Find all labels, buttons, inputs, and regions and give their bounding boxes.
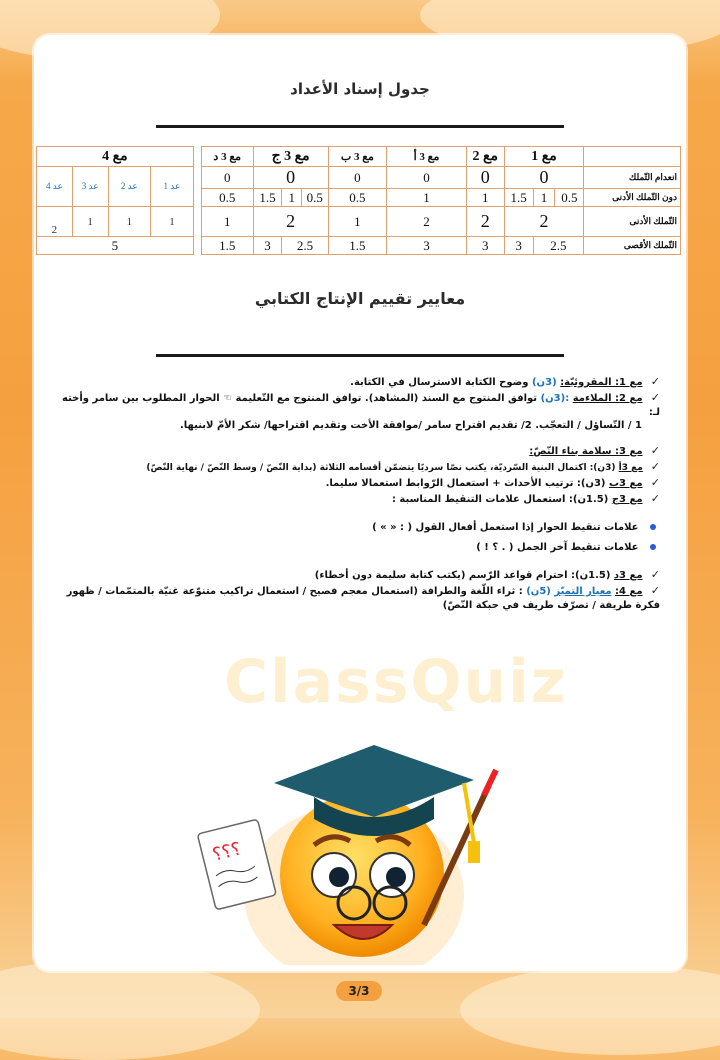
criterion-text: (3ن): ترتيب الأحداث + استعمال الرّوابط استعمالا سليما.: [325, 478, 606, 489]
criterion-2: [50, 391, 660, 420]
criterion-text: وضوح الكتابة الاسترسال في الكتابة.: [350, 377, 529, 388]
cell: 3: [387, 237, 466, 255]
check-icon: ✓: [650, 492, 660, 505]
criterion-label: مع 3ج: [611, 494, 643, 505]
mea4-value: 2: [37, 207, 73, 237]
cell: 0.5: [201, 189, 253, 207]
criterion-label: مع 3د: [613, 570, 643, 581]
mea4-value: 1: [72, 207, 108, 237]
cell: 0.5: [555, 189, 584, 207]
criterion-text: : ثراء اللّغة والطرافة (استعمال معجم فصيح / استعمال تراكيب متنوّعة غنيّة بالمتمّمات / ظهور فكرة طريفة / تصرّف طريف في حبكة النّصّ): [66, 586, 660, 611]
score-table: [36, 146, 681, 255]
cell: 0.5: [328, 189, 387, 207]
cell: 0: [253, 167, 328, 189]
cell: 3: [504, 237, 533, 255]
criterion-3b: [50, 476, 660, 491]
cell: 1.5: [504, 189, 533, 207]
gap: [193, 237, 201, 255]
row-label: انعدام التّملك: [584, 167, 681, 189]
cell: 2: [504, 207, 583, 237]
criterion-2-sub: 1 / التّساؤل / التعجّب. 2/ تقديم اقتراح سامر /موافقة الأخت وتقديم اقتراحها/ شكر الأمّ لابنيها.: [179, 420, 642, 431]
group-mea3c: مع 3 ج: [253, 147, 328, 167]
criterion-standard: معيار التميّز: [554, 586, 612, 597]
group-mea4: مع 4: [37, 147, 194, 167]
gap: [193, 189, 201, 207]
cell: 0: [328, 167, 387, 189]
row-label: التّملك الأقصى: [584, 237, 681, 255]
cell: 2: [387, 207, 466, 237]
check-icon: ✓: [650, 375, 660, 388]
page-card: [34, 35, 686, 971]
graduate-emoji-mascot-icon: [184, 725, 514, 965]
row-header-blank: [584, 147, 681, 167]
cell: 0: [201, 167, 253, 189]
criterion-label: مع 4:: [615, 586, 643, 597]
check-icon: ✓: [650, 444, 660, 457]
group-mea2: مع 2: [466, 147, 504, 167]
criterion-text: توافق المنتوج مع السند (المشاهد). توافق المنتوج مع التّعليمة ☜ الحوار المطلوب بين سامر وأخته لـ:: [62, 393, 660, 418]
cell: 1.5: [253, 189, 282, 207]
bullet-text: علامات تنقيط الحوار إذا استعمل أفعال القول ( : « » ): [372, 522, 639, 533]
gap: [193, 147, 201, 167]
bg-cloud: [0, 960, 260, 1060]
bg-cloud: [460, 965, 720, 1055]
watermark-logo: ClassQuiz: [224, 647, 568, 717]
sub-mea4-2: عد 2: [108, 167, 151, 207]
group-mea1: مع 1: [504, 147, 583, 167]
note-card-text: ؟؟؟: [210, 838, 244, 866]
criterion-points: (5ن): [526, 586, 551, 597]
bullet-2: [46, 541, 656, 555]
cell: 0: [387, 167, 466, 189]
criterion-text: (1.5ن): استعمال علامات التنقيط المناسبة :: [391, 494, 609, 505]
criterion-text: (1.5ن): احترام قواعد الرّسم (يكتب كتابة سليمة دون أخطاء): [314, 570, 611, 581]
cell: 1: [201, 207, 253, 237]
sub-mea4-1: عد 1: [151, 167, 194, 207]
check-icon: ✓: [650, 476, 660, 489]
cell: 1: [328, 207, 387, 237]
bullet-icon: [650, 544, 656, 550]
sub-mea4-3: عد 3: [72, 167, 108, 207]
check-icon: ✓: [650, 568, 660, 581]
criterion-points: :(3ن): [540, 393, 570, 404]
cell: 0: [504, 167, 583, 189]
title-underline: [156, 125, 564, 128]
cell: 1: [533, 189, 555, 207]
criterion-1: [50, 375, 660, 390]
group-mea3b: مع 3 ب: [328, 147, 387, 167]
cell: 2: [466, 207, 504, 237]
criterion-3: [50, 444, 660, 459]
table-title: جدول إسناد الأعداد: [290, 80, 430, 98]
sub-mea4-4: عد 4: [37, 167, 73, 207]
cell: 1: [282, 189, 302, 207]
criterion-label: مع 3أ: [618, 463, 643, 473]
page-number: 3/3: [336, 981, 382, 1001]
criterion-3a: [50, 460, 660, 475]
cell: 0.5: [302, 189, 328, 207]
criterion-label: مع 1: المقروئيّة:: [560, 377, 643, 388]
criteria-title: معايير تقييم الإنتاج الكتابي: [254, 289, 466, 308]
criterion-label: مع 3: سلامة بناء النّصّ:: [529, 446, 643, 457]
group-mea3d: مع 3 د: [201, 147, 253, 167]
bullet-text: علامات تنقيط آخر الجمل ( . ؟ ! ): [476, 542, 639, 553]
criterion-points: (3ن): [531, 377, 557, 388]
cell: 1.5: [201, 237, 253, 255]
gap: [193, 167, 201, 189]
criterion-label: مع 2: الملاءمة: [572, 393, 643, 404]
cell: 1: [466, 189, 504, 207]
cell: 0: [466, 167, 504, 189]
gap: [193, 207, 201, 237]
mea4-value: 1: [108, 207, 151, 237]
criterion-label: مع 3ب: [608, 478, 643, 489]
cell: 1: [387, 189, 466, 207]
criteria-underline: [156, 354, 564, 357]
cell: 2: [253, 207, 328, 237]
criterion-3d: [50, 568, 660, 583]
mea4-value: 1: [151, 207, 194, 237]
cell: 1.5: [328, 237, 387, 255]
check-icon: ✓: [650, 391, 660, 404]
check-icon: ✓: [650, 460, 660, 473]
group-mea3a: مع 3 أ: [387, 147, 466, 167]
criterion-text: (3ن): اكتمال البنية السّرديّة، يكتب نصّا سرديًا يتضمّن أقسامه الثلاثة (بداية النّصّ / وسط النّصّ / نهاية النّصّ): [146, 463, 616, 473]
mea4-total: 5: [37, 237, 194, 255]
cell: 2.5: [533, 237, 584, 255]
check-icon: ✓: [650, 584, 660, 597]
cell: 3: [253, 237, 282, 255]
bullet-1: [46, 521, 656, 535]
row-label: دون التّملك الأدنى: [584, 189, 681, 207]
row-label: التّملك الأدنى: [584, 207, 681, 237]
cell: 2.5: [282, 237, 328, 255]
bullet-icon: [650, 524, 656, 530]
criterion-3c: [50, 492, 660, 507]
criterion-4: [50, 584, 660, 613]
cell: 3: [466, 237, 504, 255]
